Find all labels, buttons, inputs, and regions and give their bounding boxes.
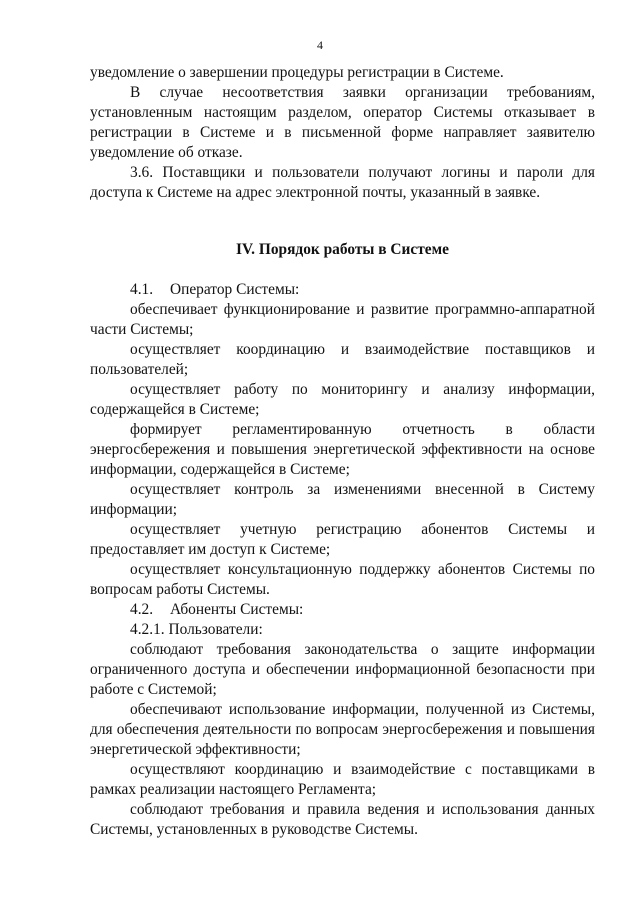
paragraph: уведомление о завершении процедуры регистрации в Системе. bbox=[90, 64, 504, 81]
item-4-1 bbox=[90, 280, 595, 300]
list-item: осуществляет работу по мониторингу и анализу информации, содержащейся в Системе; bbox=[90, 381, 595, 418]
page-number: 4 bbox=[317, 38, 323, 52]
list-item: осуществляют координацию и взаимодействие с поставщиками в рамках реализации настоящего Регламента; bbox=[90, 761, 595, 798]
item-title: Абоненты Системы: bbox=[170, 601, 304, 618]
list-item: осуществляет консультационную поддержку абонентов Системы по вопросам работы Системы. bbox=[90, 561, 595, 598]
item-title: Оператор Системы: bbox=[170, 281, 300, 298]
list-item: соблюдают требования и правила ведения и использования данных Системы, установленных в руководстве Системы. bbox=[90, 801, 595, 838]
item-4-2 bbox=[90, 600, 595, 620]
list-item: осуществляет учетную регистрацию абонентов Системы и предоставляет им доступ к Системе; bbox=[90, 521, 595, 558]
list-item: осуществляет координацию и взаимодействие поставщиков и пользователей; bbox=[90, 341, 595, 378]
item-4-2-1: 4.2.1. Пользователи: bbox=[130, 621, 263, 638]
list-item: соблюдают требования законодательства о защите информации ограниченного доступа и обеспечении информационной безопасности при работе с Системой; bbox=[90, 641, 595, 698]
list-item: обеспечивают использование информации, полученной из Системы, для обеспечения деятельности по вопросам энергосбережения и повышения энергетической эффективности; bbox=[90, 701, 595, 758]
item-number: 4.2. bbox=[130, 601, 154, 618]
item-number: 4.1. bbox=[130, 281, 154, 298]
list-item: обеспечивает функционирование и развитие программно-аппаратной части Системы; bbox=[90, 301, 595, 338]
document-body bbox=[90, 63, 595, 840]
paragraph: 3.6. Поставщики и пользователи получают логины и пароли для доступа к Системе на адрес электронной почты, указанный в заявке. bbox=[90, 164, 595, 201]
list-item: формирует регламентированную отчетность в области энергосбережения и повышения энергетической эффективности на основе информации, содержащейся в Системе; bbox=[90, 421, 595, 478]
paragraph: В случае несоответствия заявки организации требованиям, установленным настоящим разделом, оператор Системы отказывает в регистрации в Системе и в письменной форме направляет заявителю уведомление об отказе. bbox=[90, 84, 595, 161]
section-heading: IV. Порядок работы в Системе bbox=[236, 241, 449, 258]
list-item: осуществляет контроль за изменениями внесенной в Систему информации; bbox=[90, 481, 595, 518]
